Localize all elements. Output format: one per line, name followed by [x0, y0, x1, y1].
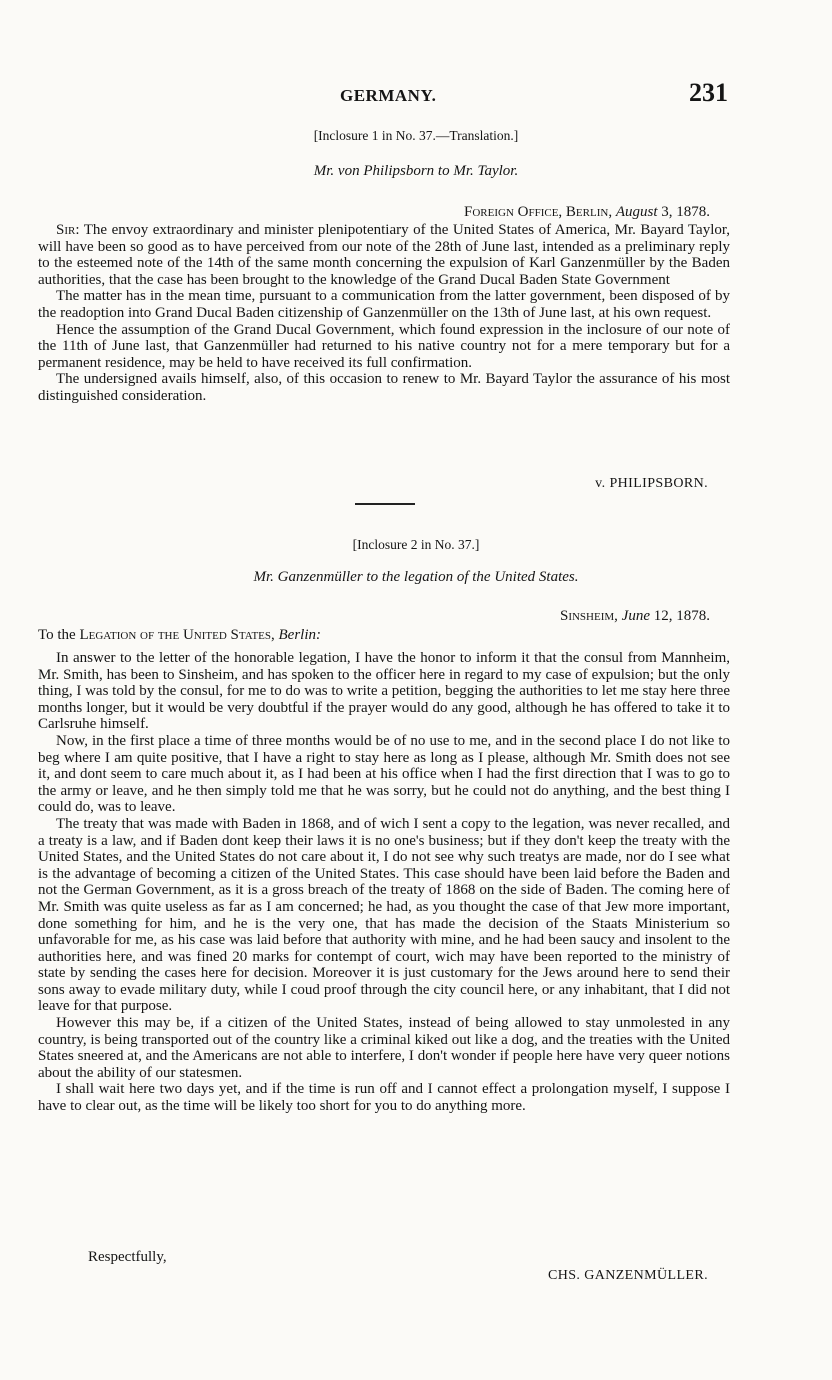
letter-2-signature: CHS. GANZENMÜLLER. — [547, 1268, 708, 1283]
letter-1-paragraph: Sir: The envoy extraordinary and minister plenipotentiary of the United States of America, Mr. Bayard Taylor, will have been so good as to have perceived from our note of the 28th of June last, intended as a preliminary reply to the esteemed note of the 14th of the same month concerning the expulsion of Karl Ganzenmüller by the Baden authorities, that the case has been brought to the knowledge of the Grand Ducal Baden State Government — [38, 222, 730, 288]
letter-1-body — [38, 222, 730, 405]
letter-1-signature: v. PHILIPSBORN. — [595, 476, 708, 491]
inclosure-1-label: [Inclosure 1 in No. 37.—Translation.] — [313, 128, 519, 143]
dateline-place: Sinsheim, — [559, 608, 618, 624]
letter-1-paragraph: Hence the assumption of the Grand Ducal Government, which found expression in the inclosure of our note of the 11th of June last, that Ganzenmüller had returned to his native country not for a mere temporary but for a permanent residence, may be held to have received its full confirmation. — [38, 321, 730, 371]
letter-2-addressee: To the Legation of the United States, Berlin: — [38, 627, 322, 643]
letter-2-body — [38, 650, 730, 1115]
running-head: GERMANY. — [340, 86, 437, 105]
letter-2-paragraph: In answer to the letter of the honorable legation, I have the honor to inform it that the consul from Mannheim, Mr. Smith, has been to Sinsheim, and has spoken to the officer here in regard to my case of expulsion; but the only thing, I was told by the consul, for me to do was to write a petition, begging the authorities to let me stay here three months longer, but it would be very doubtful if the prayer would do any good, although he has offered to take it to Carlsruhe himself. — [38, 650, 730, 733]
letter-1-dateline — [464, 204, 710, 221]
letter-2-paragraph: The treaty that was made with Baden in 1868, and of wich I sent a copy to the legation, was never recalled, and a treaty is a law, and if Baden dont keep their laws it is no one's business; but if they don't keep the treaty with the United States, and the United States do not care about it, I do not see why such treatys are made, nor do I see what is the advantage of becoming a citizen of the United States. This case should have been laid before the Baden and not the German Government, as it is a gross breach of the treaty of 1868 on the side of Baden. The coming here of Mr. Smith was quite useless as far as I am concerned; he had, as you thought the case of that Jew more important, done something for him, and he is the very one, that has made the decision of the Staats Ministerium so unfavorable for me, as his case was laid before that authority with mine, and he had been saucy and insolent to the authorities here, and was fined 20 marks for contempt of court, wich may have been reported to the ministry of state by sending the cases here for decision. Moreover it is just customary for the Jews around here to send their sons away to evade military duty, while I coud proof through the city council here, or any inhabitant, that I did not leave for that purpose. — [38, 815, 730, 1015]
dateline-month: June — [621, 608, 650, 624]
section-divider — [355, 503, 415, 505]
letter-2-paragraph: However this may be, if a citizen of the United States, instead of being allowed to stay unmolested in any country, is being transported out of the country like a criminal kiked out like a dog, and the treaties with the United States sneered at, and the Americans are not able to interfere, I don't wonder if people here have very queer notions about the ability of our statesmen. — [38, 1015, 730, 1081]
letter-2-paragraph: I shall wait here two days yet, and if the time is run off and I cannot effect a prolongation myself, I suppose I have to clear out, as the time will be likely too short for you to do anything more. — [38, 1081, 730, 1115]
inclosure-2-label: [Inclosure 2 in No. 37.] — [352, 537, 480, 552]
dateline-place: Foreign Office, Berlin, — [464, 204, 613, 220]
dateline-month: August — [615, 204, 658, 220]
letter-2-paragraph: Now, in the first place a time of three months would be of no use to me, and in the second place I do not like to beg where I am quite positive, that I have a right to stay here as long as I please, although Mr. Smith does not see it, and dont seem to care much about it, as I had been at his office when I had the first direction that I was to go to the army or leave, and he then simply told me that he was sorry, but he could not do anything, and the best thing I could do, was to leave. — [38, 732, 730, 816]
page-header — [0, 78, 832, 114]
dateline-day-year: 3, 1878. — [661, 204, 710, 220]
letter-2-closing: Respectfully, — [88, 1249, 167, 1265]
salutation: Sir: — [56, 222, 80, 238]
letter-1-title: Mr. von Philipsborn to Mr. Taylor. — [313, 163, 519, 179]
letter-2-title: Mr. Ganzenmüller to the legation of the United States. — [253, 569, 579, 585]
letter-2-dateline — [560, 608, 710, 625]
letter-1-paragraph: The matter has in the mean time, pursuant to a communication from the latter government, been disposed of by the readoption into Grand Ducal Baden citizenship of Ganzenmüller on the 13th of June last, at his own request. — [38, 288, 730, 321]
letter-1-paragraph: The undersigned avails himself, also, of this occasion to renew to Mr. Bayard Taylor the assurance of his most distinguished consideration. — [38, 371, 730, 404]
page-number: 231 — [689, 78, 728, 107]
dateline-day-year: 12, 1878. — [653, 608, 710, 624]
